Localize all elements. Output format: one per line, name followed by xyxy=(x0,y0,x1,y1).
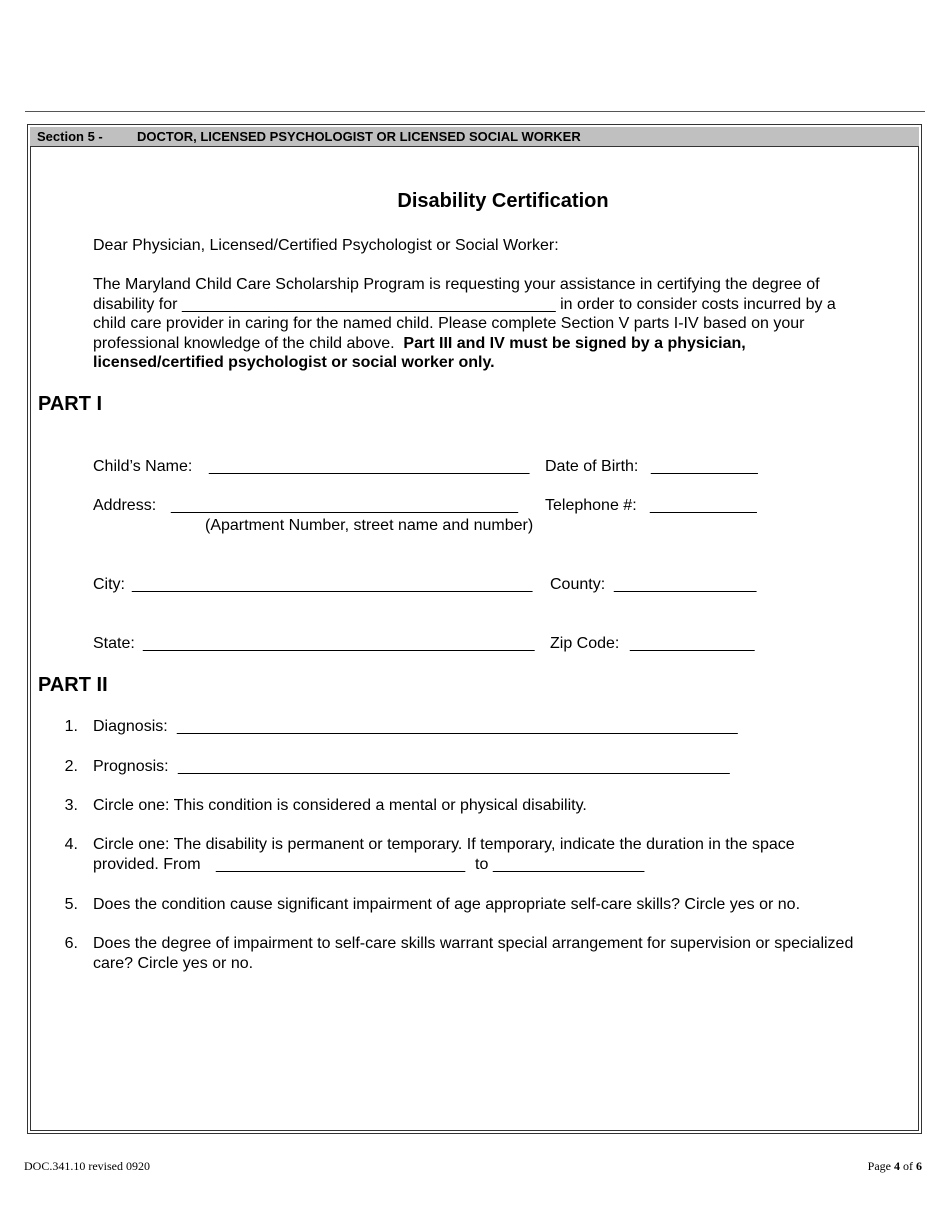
address-field[interactable]: _______________________________________ xyxy=(171,497,519,514)
duration-to-field[interactable]: _________________ xyxy=(493,856,645,873)
item-2-number: 2. xyxy=(64,758,78,775)
intro-line-3: child care provider in caring for the named child. Please complete Section V parts I-IV based on your xyxy=(93,315,805,332)
zip-label: Zip Code: xyxy=(550,635,620,652)
prognosis-label: Prognosis: xyxy=(93,758,169,775)
item-4-provided-label: provided. From xyxy=(93,856,201,873)
city-label: City: xyxy=(93,576,125,593)
duration-from-field[interactable]: ____________________________ xyxy=(216,856,466,873)
item-4-number: 4. xyxy=(64,836,78,853)
telephone-label: Telephone #: xyxy=(545,497,637,514)
item-6-text-line-2: care? Circle yes or no. xyxy=(93,955,254,972)
telephone-field[interactable]: ____________ xyxy=(650,497,757,514)
item-5-number: 5. xyxy=(64,896,78,913)
part-1-heading: PART I xyxy=(38,393,103,415)
page-number: Page 4 of 6 xyxy=(867,1159,922,1173)
address-label: Address: xyxy=(93,497,157,514)
intro-line-5: licensed/certified psychologist or social worker only. xyxy=(93,354,495,371)
diagnosis-field[interactable]: _______________________________________________________________ xyxy=(177,718,738,735)
section-title: DOCTOR, LICENSED PSYCHOLOGIST OR LICENSED SOCIAL WORKER xyxy=(137,129,581,144)
intro-paragraph xyxy=(93,275,836,373)
intro-line-4: professional knowledge of the child above. Part III and IV must be signed by a physician, xyxy=(93,334,746,352)
document-title: Disability Certification xyxy=(397,190,609,212)
state-label: State: xyxy=(93,635,135,652)
dob-field[interactable]: ____________ xyxy=(651,458,758,475)
salutation: Dear Physician, Licensed/Certified Psychologist or Social Worker: xyxy=(93,237,559,254)
county-label: County: xyxy=(550,576,606,593)
intro-line-1: The Maryland Child Care Scholarship Program is requesting your assistance in certifying the degree of xyxy=(93,276,820,293)
item-4-text: Circle one: The disability is permanent or temporary. If temporary, indicate the duration in the space xyxy=(93,836,795,853)
city-field[interactable]: _____________________________________________ xyxy=(132,576,533,593)
county-field[interactable]: ________________ xyxy=(614,576,757,593)
zip-field[interactable]: ______________ xyxy=(630,635,755,652)
section-header-bar xyxy=(30,127,919,147)
item-6-number: 6. xyxy=(64,935,78,952)
state-field[interactable]: ____________________________________________ xyxy=(143,635,535,652)
dob-label: Date of Birth: xyxy=(545,458,639,475)
doc-code: DOC.341.10 revised 0920 xyxy=(24,1159,150,1173)
diagnosis-label: Diagnosis: xyxy=(93,718,168,735)
part-2-heading: PART II xyxy=(38,674,108,696)
top-divider xyxy=(25,111,925,112)
intro-line-2: disability for __________________________________________ in order to consider costs incurred by a xyxy=(93,295,836,313)
section-number: Section 5 - xyxy=(37,129,103,144)
child-name-label: Child’s Name: xyxy=(93,458,193,475)
prognosis-field[interactable]: ______________________________________________________________ xyxy=(178,758,730,775)
child-name-field[interactable]: ____________________________________ xyxy=(209,458,530,475)
item-6-text: Does the degree of impairment to self-care skills warrant special arrangement for supervision or specialized xyxy=(93,935,854,952)
child-name-intro-field[interactable]: __________________________________________ xyxy=(181,295,556,313)
item-3-text: Circle one: This condition is considered a mental or physical disability. xyxy=(93,797,587,814)
item-5-text: Does the condition cause significant impairment of age appropriate self-care skills? Circle yes or no. xyxy=(93,896,801,913)
address-hint: (Apartment Number, street name and number) xyxy=(205,517,534,534)
duration-to-label: to xyxy=(475,856,489,873)
item-1-number: 1. xyxy=(64,718,78,735)
item-3-number: 3. xyxy=(64,797,78,814)
